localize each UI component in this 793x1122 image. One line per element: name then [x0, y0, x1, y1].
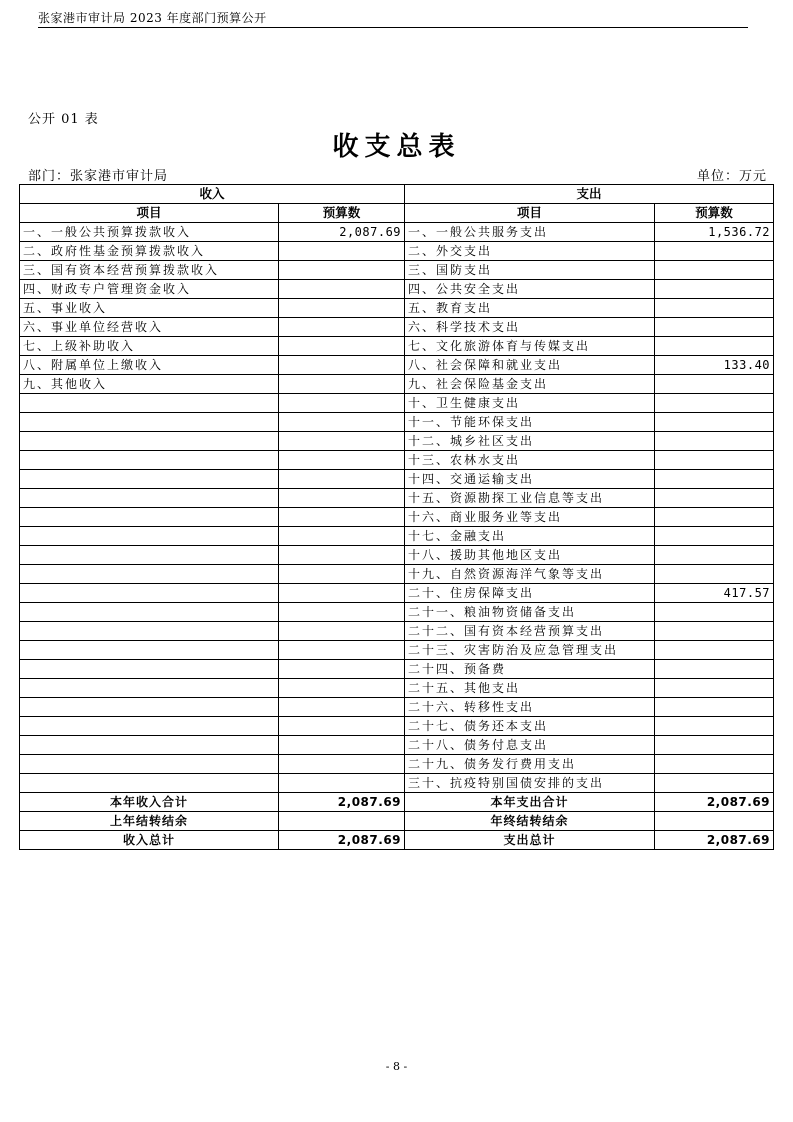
income-item-cell: 六、事业单位经营收入 [20, 318, 279, 337]
expense-item-cell: 九、社会保险基金支出 [405, 375, 655, 394]
expense-amount-cell [655, 774, 774, 793]
budget-summary-table [19, 184, 774, 850]
expense-amount-cell [655, 622, 774, 641]
expense-amount-cell [655, 603, 774, 622]
income-item-cell: 七、上级补助收入 [20, 337, 279, 356]
column-header-row [20, 204, 774, 223]
income-amount-cell [279, 622, 405, 641]
expense-summary-amount: 2,087.69 [655, 831, 774, 850]
expense-amount-cell [655, 527, 774, 546]
expense-item-cell: 十六、商业服务业等支出 [405, 508, 655, 527]
page-title: 收支总表 [332, 132, 461, 162]
income-amount-cell [279, 413, 405, 432]
income-item-cell: 四、财政专户管理资金收入 [20, 280, 279, 299]
expense-amount-cell [655, 299, 774, 318]
income-amount-cell [279, 565, 405, 584]
table-row [20, 774, 774, 793]
summary-row [20, 793, 774, 812]
expense-amount-cell [655, 736, 774, 755]
income-section-header: 收入 [20, 185, 405, 204]
income-item-cell [20, 622, 279, 641]
income-amount-cell [279, 603, 405, 622]
expense-amount-cell [655, 318, 774, 337]
table-row [20, 527, 774, 546]
table-row [20, 755, 774, 774]
income-amount-cell [279, 280, 405, 299]
income-amount-cell [279, 375, 405, 394]
income-item-cell [20, 603, 279, 622]
income-amount-cell [279, 660, 405, 679]
income-amount-cell [279, 261, 405, 280]
income-item-cell [20, 546, 279, 565]
expense-item-cell: 二十三、灾害防治及应急管理支出 [405, 641, 655, 660]
income-summary-label: 收入总计 [20, 831, 279, 850]
table-row [20, 679, 774, 698]
table-row [20, 603, 774, 622]
expense-summary-label: 支出总计 [405, 831, 655, 850]
income-amount-cell [279, 774, 405, 793]
expense-amount-cell [655, 755, 774, 774]
expense-item-cell: 二十八、债务付息支出 [405, 736, 655, 755]
expense-item-cell: 二十一、粮油物资储备支出 [405, 603, 655, 622]
income-item-cell: 三、国有资本经营预算拨款收入 [20, 261, 279, 280]
income-amount-cell [279, 242, 405, 261]
expense-item-cell: 十二、城乡社区支出 [405, 432, 655, 451]
income-item-cell: 九、其他收入 [20, 375, 279, 394]
table-row [20, 508, 774, 527]
table-body [20, 223, 774, 793]
expense-item-cell: 十五、资源勘探工业信息等支出 [405, 489, 655, 508]
expense-item-cell: 十一、节能环保支出 [405, 413, 655, 432]
expense-item-cell: 八、社会保障和就业支出 [405, 356, 655, 375]
expense-amount-cell [655, 451, 774, 470]
income-amount-cell [279, 356, 405, 375]
table-row [20, 337, 774, 356]
expense-item-column-header: 项目 [405, 204, 655, 223]
expense-summary-amount [655, 812, 774, 831]
income-amount-cell [279, 489, 405, 508]
income-item-cell [20, 432, 279, 451]
expense-item-cell: 十九、自然资源海洋气象等支出 [405, 565, 655, 584]
income-amount-cell [279, 717, 405, 736]
income-amount-cell [279, 755, 405, 774]
table-row [20, 394, 774, 413]
expense-item-cell: 十、卫生健康支出 [405, 394, 655, 413]
income-amount-cell [279, 337, 405, 356]
expense-amount-cell [655, 280, 774, 299]
income-item-cell [20, 736, 279, 755]
expense-amount-cell [655, 242, 774, 261]
table-row [20, 660, 774, 679]
expense-item-cell: 二十九、债务发行费用支出 [405, 755, 655, 774]
table-summary [20, 793, 774, 850]
unit-label: 单位：万元 [696, 169, 767, 184]
table-row [20, 242, 774, 261]
table-row [20, 584, 774, 603]
income-item-cell [20, 755, 279, 774]
table-row [20, 546, 774, 565]
income-amount-cell [279, 508, 405, 527]
income-item-cell [20, 679, 279, 698]
income-summary-amount [279, 812, 405, 831]
income-item-cell: 八、附属单位上缴收入 [20, 356, 279, 375]
expense-item-cell: 七、文化旅游体育与传媒支出 [405, 337, 655, 356]
income-item-cell [20, 508, 279, 527]
page-number: - 8 - [385, 1060, 408, 1073]
income-amount-cell [279, 546, 405, 565]
table-row [20, 470, 774, 489]
table-row [20, 565, 774, 584]
income-item-cell: 五、事业收入 [20, 299, 279, 318]
income-amount-cell [279, 736, 405, 755]
expense-item-cell: 十八、援助其他地区支出 [405, 546, 655, 565]
income-summary-amount: 2,087.69 [279, 831, 405, 850]
expense-amount-cell [655, 470, 774, 489]
income-amount-cell [279, 451, 405, 470]
expense-item-cell: 二十二、国有资本经营预算支出 [405, 622, 655, 641]
table-row [20, 432, 774, 451]
income-item-cell [20, 527, 279, 546]
table-row [20, 375, 774, 394]
income-amount-cell [279, 527, 405, 546]
income-summary-label: 上年结转结余 [20, 812, 279, 831]
income-amount-cell [279, 584, 405, 603]
summary-row [20, 812, 774, 831]
header-rule [38, 27, 748, 28]
table-row [20, 736, 774, 755]
table-row [20, 223, 774, 242]
form-number: 公开 01 表 [28, 112, 99, 127]
expense-amount-cell [655, 679, 774, 698]
table-row [20, 641, 774, 660]
income-amount-cell [279, 394, 405, 413]
income-item-column-header: 项目 [20, 204, 279, 223]
expense-item-cell: 四、公共安全支出 [405, 280, 655, 299]
income-amount-cell [279, 318, 405, 337]
income-item-cell [20, 698, 279, 717]
table-row [20, 261, 774, 280]
expense-amount-cell [655, 489, 774, 508]
income-item-cell [20, 470, 279, 489]
income-item-cell [20, 451, 279, 470]
income-amount-cell [279, 470, 405, 489]
income-item-cell [20, 565, 279, 584]
income-item-cell [20, 394, 279, 413]
table-row [20, 356, 774, 375]
expense-amount-cell: 417.57 [655, 584, 774, 603]
expense-item-cell: 五、教育支出 [405, 299, 655, 318]
expense-item-cell: 三十、抗疫特别国债安排的支出 [405, 774, 655, 793]
table-row [20, 489, 774, 508]
expense-item-cell: 一、一般公共服务支出 [405, 223, 655, 242]
income-budget-column-header: 预算数 [279, 204, 405, 223]
income-item-cell: 二、政府性基金预算拨款收入 [20, 242, 279, 261]
running-header: 张家港市审计局 2023 年度部门预算公开 [38, 11, 267, 25]
expense-summary-label: 本年支出合计 [405, 793, 655, 812]
income-item-cell [20, 584, 279, 603]
income-item-cell [20, 660, 279, 679]
department-label: 部门：张家港市审计局 [28, 169, 169, 184]
income-summary-amount: 2,087.69 [279, 793, 405, 812]
income-amount-cell [279, 432, 405, 451]
expense-item-cell: 二十、住房保障支出 [405, 584, 655, 603]
table-row [20, 451, 774, 470]
table-row [20, 280, 774, 299]
expense-amount-cell [655, 565, 774, 584]
table-row [20, 717, 774, 736]
expense-item-cell: 二十六、转移性支出 [405, 698, 655, 717]
expense-amount-cell [655, 660, 774, 679]
income-item-cell [20, 413, 279, 432]
income-amount-cell: 2,087.69 [279, 223, 405, 242]
expense-amount-cell [655, 394, 774, 413]
expense-amount-cell [655, 546, 774, 565]
expense-amount-cell [655, 508, 774, 527]
expense-item-cell: 二十四、预备费 [405, 660, 655, 679]
income-item-cell [20, 774, 279, 793]
income-item-cell [20, 489, 279, 508]
expense-item-cell: 二十七、债务还本支出 [405, 717, 655, 736]
expense-amount-cell [655, 432, 774, 451]
expense-section-header: 支出 [405, 185, 774, 204]
expense-amount-cell [655, 261, 774, 280]
section-header-row [20, 185, 774, 204]
expense-item-cell: 六、科学技术支出 [405, 318, 655, 337]
expense-amount-cell [655, 641, 774, 660]
table-row [20, 318, 774, 337]
expense-amount-cell [655, 413, 774, 432]
income-summary-label: 本年收入合计 [20, 793, 279, 812]
income-item-cell [20, 641, 279, 660]
expense-amount-cell [655, 337, 774, 356]
table-row [20, 413, 774, 432]
expense-amount-cell [655, 698, 774, 717]
expense-item-cell: 十七、金融支出 [405, 527, 655, 546]
expense-amount-cell [655, 717, 774, 736]
income-amount-cell [279, 698, 405, 717]
expense-item-cell: 二十五、其他支出 [405, 679, 655, 698]
expense-summary-amount: 2,087.69 [655, 793, 774, 812]
table-row [20, 299, 774, 318]
expense-summary-label: 年终结转结余 [405, 812, 655, 831]
expense-item-cell: 三、国防支出 [405, 261, 655, 280]
table-row [20, 622, 774, 641]
expense-item-cell: 十三、农林水支出 [405, 451, 655, 470]
income-item-cell [20, 717, 279, 736]
income-amount-cell [279, 299, 405, 318]
expense-budget-column-header: 预算数 [655, 204, 774, 223]
income-amount-cell [279, 679, 405, 698]
expense-amount-cell [655, 375, 774, 394]
table-row [20, 698, 774, 717]
expense-item-cell: 十四、交通运输支出 [405, 470, 655, 489]
expense-amount-cell: 133.40 [655, 356, 774, 375]
income-amount-cell [279, 641, 405, 660]
expense-amount-cell: 1,536.72 [655, 223, 774, 242]
summary-row [20, 831, 774, 850]
income-item-cell: 一、一般公共预算拨款收入 [20, 223, 279, 242]
expense-item-cell: 二、外交支出 [405, 242, 655, 261]
